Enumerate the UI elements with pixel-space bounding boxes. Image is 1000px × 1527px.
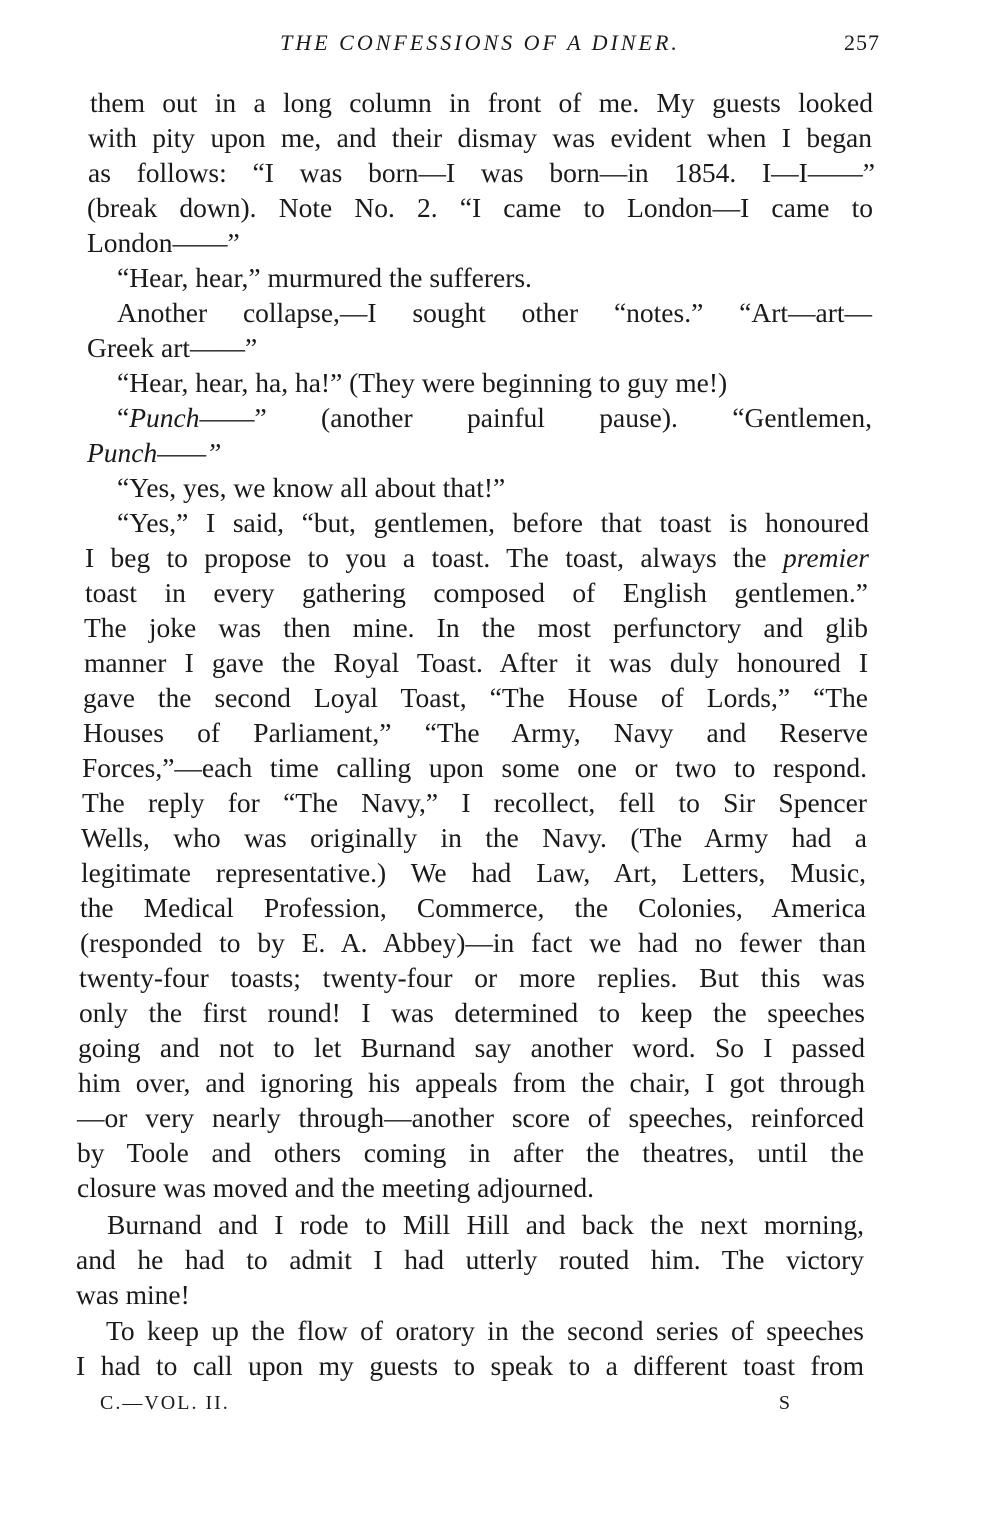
text-line: (responded to by E. A. Abbey)—in fact we had no fewer than [80, 927, 866, 958]
text-line: Greek art——” [87, 332, 258, 363]
text-line: “Hear, hear,” murmured the sufferers. [117, 262, 532, 293]
text-line: Forces,”—each time calling upon some one or two to respond. [82, 752, 867, 783]
page-footer [100, 1392, 790, 1422]
text-line: closure was moved and the meeting adjourned. [77, 1172, 594, 1203]
text-line: “Yes,” I said, “but, gentlemen, before that toast is honoured [117, 507, 869, 538]
text-line: (break down). Note No. 2. “I came to London—I came to [87, 192, 873, 223]
text-line: by Toole and others coming in after the theatres, until the [77, 1137, 864, 1168]
text-line: “Hear, hear, ha, ha!” (They were beginning to guy me!) [117, 367, 728, 398]
text-line: Another collapse,—I sought other “notes.” “Art—art— [117, 297, 872, 328]
signature-mark: C.—VOL. II. [100, 1392, 230, 1414]
text-line: twenty-four toasts; twenty-four or more replies. But this was [79, 962, 865, 993]
text-line: as follows: “I was born—I was born—in 1854. I—I——” [88, 157, 875, 188]
text-line: The joke was then mine. In the most perfunctory and glib [84, 612, 868, 643]
running-head [80, 30, 880, 60]
text-line: him over, and ignoring his appeals from the chair, I got through [78, 1067, 865, 1098]
text-line: only the first round! I was determined to keep the speeches [79, 997, 865, 1028]
text-line: going and not to let Burnand say another word. So I passed [78, 1032, 865, 1063]
text-line: was mine! [76, 1279, 190, 1310]
text-line: Punch——” [87, 437, 222, 468]
text-line: them out in a long column in front of me. My guests looked [90, 87, 873, 118]
text-line: Burnand and I rode to Mill Hill and back the next morning, [107, 1209, 864, 1240]
text-line: London——” [87, 227, 240, 258]
text-line: toast in every gathering composed of English gentlemen.” [85, 577, 868, 608]
text-line: To keep up the flow of oratory in the second series of speeches [106, 1315, 864, 1346]
text-line: Wells, who was originally in the Navy. (The Army had a [81, 822, 867, 853]
text-line: and he had to admit I had utterly routed him. The victory [76, 1244, 864, 1275]
text-line: The reply for “The Navy,” I recollect, fell to Sir Spencer [82, 787, 867, 818]
text-line: “Yes, yes, we know all about that!” [117, 472, 506, 503]
text-line: gave the second Loyal Toast, “The House of Lords,” “The [83, 682, 868, 713]
text-line: legitimate representative.) We had Law, Art, Letters, Music, [81, 857, 866, 888]
italic-word: Punch [129, 402, 200, 433]
text-line: I beg to propose to you a toast. The toast, always the premier [85, 542, 869, 573]
text-line: “Punch——” (another painful pause). “Gentlemen, [117, 402, 872, 433]
sheet-mark: S [778, 1392, 790, 1414]
italic-word: premier [782, 542, 869, 573]
text-line: Houses of Parliament,” “The Army, Navy and Reserve [83, 717, 868, 748]
text-line: with pity upon me, and their dismay was evident when I began [88, 122, 872, 153]
text-line: manner I gave the Royal Toast. After it was duly honoured I [84, 647, 868, 678]
text-line: —or very nearly through—another score of speeches, reinforced [77, 1102, 864, 1133]
text-line: I had to call upon my guests to speak to a different toast from [76, 1350, 864, 1381]
running-title: THE CONFESSIONS OF A DINER. [280, 30, 680, 55]
text-line: the Medical Profession, Commerce, the Colonies, America [80, 892, 866, 923]
page-number: 257 [844, 30, 880, 55]
